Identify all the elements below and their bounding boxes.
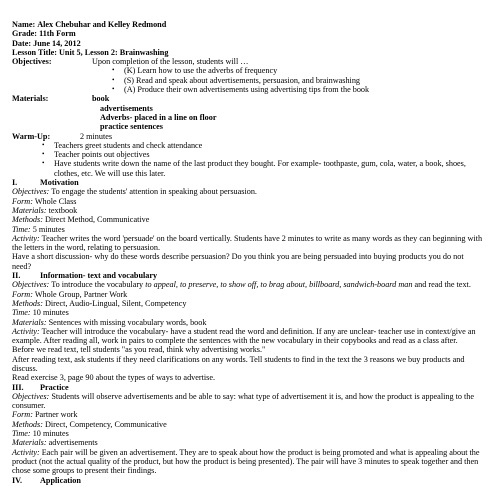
lesson-title-value: Unit 5, Lesson 2: Brainwashing [59, 47, 169, 57]
section-title: Information- text and vocabulary [40, 271, 158, 281]
materials-row [12, 94, 483, 103]
date-value: June 14, 2012 [33, 38, 81, 48]
document-header [12, 20, 483, 57]
warmup-label: Warm-Up: [12, 131, 51, 141]
objective-item: • (A) Produce their own advertisements using advertising tips from the book [112, 85, 483, 94]
grade-line [12, 29, 483, 38]
section-field: Time: 5 minutes [12, 224, 65, 234]
section-field: Objectives: Students will observe advertisements and be able to say: what type of advertisement it is, and how the product is appealing to the consumer. [12, 391, 475, 411]
section-title: Motivation [40, 178, 79, 188]
objectives-list [112, 66, 483, 94]
objective-item: • (S) Read and speak about advertisements, persuasion, and brainwashing [112, 76, 483, 85]
section-heading-information [12, 271, 483, 280]
warmup-time: 2 minutes [80, 131, 113, 141]
section-field: Activity: Each pair will be given an advertisement. They are to speak about how the product is being promoted and what is appealing about the product (not the actual quality of the product, but how the product is being presented). The pair will have 3 minutes to speak together and then chose some groups to present their findings. [12, 447, 480, 476]
section-field: Methods: Direct, Audio-Lingual, Silent, Competency [12, 298, 187, 308]
warmup-list [42, 141, 483, 178]
section-paragraph: Have a short discussion- why do these words describe persuasion? Do you think you are being persuaded into buying products you do not need? [12, 252, 464, 271]
lesson-title-line [12, 48, 483, 57]
section-heading-motivation [12, 178, 483, 187]
section-number: II. [12, 271, 21, 281]
section-field: Methods: Direct Method, Communicative [12, 215, 150, 225]
date-line [12, 39, 483, 48]
material-item: Adverbs- placed in a line on floor [100, 112, 217, 122]
name-label: Name: [12, 20, 36, 29]
objectives-label: Objectives: [12, 57, 52, 67]
section-field: Time: 10 minutes [12, 429, 69, 439]
objective-item: • (K) Learn how to use the adverbs of frequency [112, 66, 483, 75]
warmup-item: • Have students write down the name of the last product they bought. For example- toothpaste, gum, cola, water, a book, shoes, clothes, etc. We will use this later. [42, 159, 483, 178]
section-field: Methods: Direct, Competency, Communicative [12, 419, 167, 429]
section-field: Form: Whole Group, Partner Work [12, 289, 128, 299]
section-field: Form: Partner work [12, 410, 78, 420]
grade-value: 11th Form [39, 29, 76, 39]
section-field: Activity: Teacher will introduce the vocabulary- have a student read the word and definition. If any are unclear- teacher use in context/give an example. After reading all, work in pairs to complete the sentences with the new vocabulary in their copybooks and read as a class after. [12, 326, 476, 346]
section-field: Time: 10 minutes [12, 308, 69, 318]
section-field: Objectives: To introduce the vocabulary to appeal, to preserve, to show off, to brag about, billboard, sandwich-board man and read the text. [12, 280, 471, 290]
section-title: Application [40, 475, 81, 485]
name-line [12, 20, 483, 29]
section-field: Objectives: To engage the students' attention in speaking about persuasion. [12, 187, 257, 197]
section-paragraph: Before we read text, tell students "as you read, think why advertising works." [12, 345, 266, 355]
material-item: advertisements [100, 103, 153, 113]
section-number: I. [12, 178, 18, 188]
grade-label: Grade: [12, 29, 38, 39]
date-label: Date: [12, 38, 32, 48]
warmup-item: • Teacher points out objectives [42, 150, 483, 159]
section-heading-practice [12, 383, 483, 392]
warmup-row [12, 132, 483, 141]
objectives-intro: Upon completion of the lesson, students will … [92, 57, 249, 67]
section-number: III. [12, 382, 24, 392]
section-paragraph: Read exercise 3, page 90 about the types of ways to advertise. [12, 373, 216, 383]
section-field: Form: Whole Class [12, 196, 77, 206]
objectives-row [12, 57, 483, 66]
name-value: Alex Chebuhar and Kelley Redmond [37, 20, 167, 29]
section-field: Materials: advertisements [12, 438, 98, 448]
section-field: Materials: Sentences with missing vocabulary words, book [12, 317, 207, 327]
materials-label: Materials: [12, 94, 49, 104]
material-item: book [92, 94, 110, 104]
lesson-title-label: Lesson Title: [12, 47, 57, 57]
materials-list [100, 104, 483, 132]
section-paragraph: After reading text, ask students if they need clarifications on any words. Tell students to find in the text the 3 reasons we buy products and discuss. [12, 354, 465, 373]
material-item: practice sentences [100, 122, 163, 132]
section-field: Materials: textbook [12, 205, 78, 215]
section-title: Practice [40, 382, 69, 392]
section-field: Activity: Teacher writes the word 'persuade' on the board vertically. Students have 2 minutes to write as many words as they can beginning with the letters in the word, relating to persuasion. [12, 233, 483, 253]
section-heading-application [12, 476, 483, 485]
warmup-item: • Teachers greet students and check attendance [42, 141, 483, 150]
section-number: IV. [12, 475, 23, 485]
